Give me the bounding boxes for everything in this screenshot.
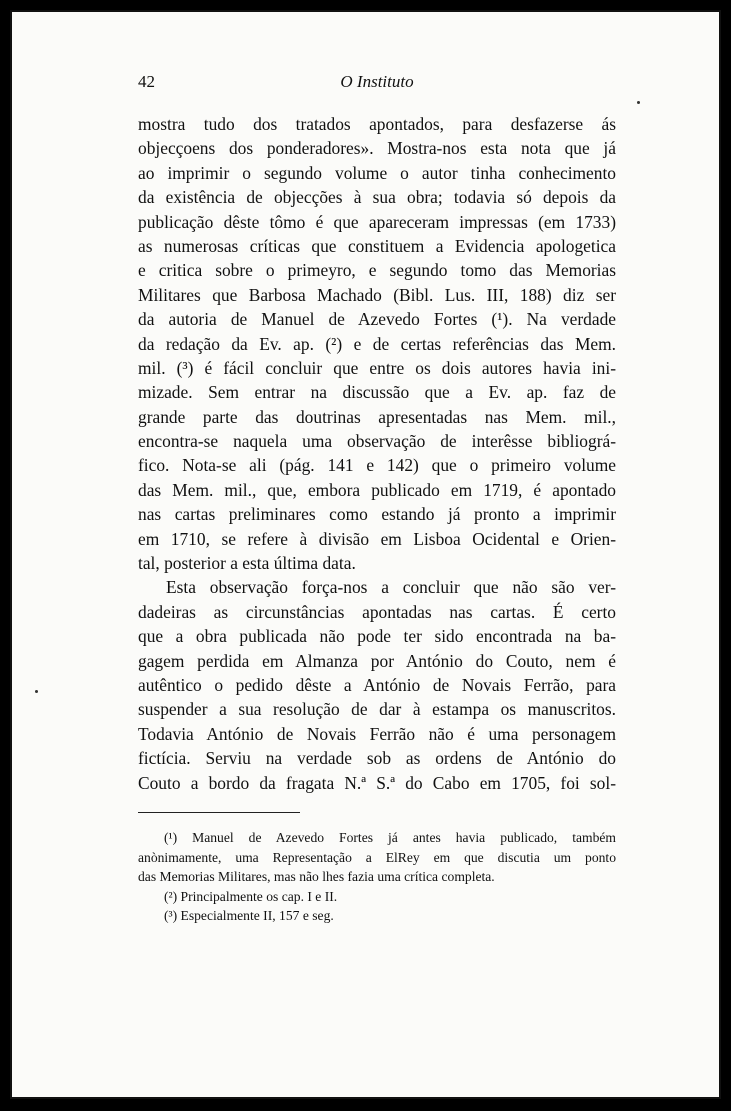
- footnote-line: (¹) Manuel de Azevedo Fortes já antes havia publicado, também: [164, 830, 616, 845]
- body-line: mostra tudo dos tratados apontados, para desfazerse ás: [138, 114, 616, 134]
- body-line: publicação dêste tômo é que apareceram impressas (em 1733): [138, 211, 616, 232]
- page-number: 42: [138, 72, 155, 91]
- body-line: grande parte das doutrinas apresentadas nas Mem. mil.,: [138, 406, 616, 427]
- body-line: objecçoens dos ponderadores». Mostra-nos esta nota que já: [138, 138, 616, 159]
- footnote-line: das Memorias Militares, mas não lhes fazia uma crítica completa.: [138, 869, 495, 885]
- body-line: em 1710, se refere à divisão em Lisboa Ocidental e Orien-: [138, 528, 616, 549]
- body-line: que a obra publicada não pode ter sido encontrada na ba-: [138, 626, 616, 647]
- body-line: Couto a bordo da fragata N.ª S.ª do Cabo em 1705, foi sol-: [138, 772, 616, 793]
- body-line: Todavia António de Novais Ferrão não é uma personagem: [138, 723, 616, 744]
- paper-speck: [637, 101, 640, 104]
- body-line: e critica sobre o primeyro, e segundo tomo das Memorias: [138, 260, 616, 281]
- footnote-rule: [138, 812, 300, 813]
- footnote-line: (²) Principalmente os cap. I e II.: [164, 888, 338, 904]
- body-line: da redação da Ev. ap. (²) e de certas referências das Mem.: [138, 333, 616, 354]
- body-line: mil. (³) é fácil concluir que entre os dois autores havia ini-: [138, 357, 616, 378]
- body-line: autêntico o pedido dêste a António de Novais Ferrão, para: [138, 674, 616, 695]
- body-line: Esta observação força-nos a concluir que não são ver-: [166, 577, 616, 598]
- body-line: as numerosas críticas que constituem a Evidencia apologetica: [138, 235, 616, 256]
- body-line: Militares que Barbosa Machado (Bibl. Lus. III, 188) diz ser: [138, 284, 616, 305]
- body-line: da existência de objecções à sua obra; todavia só depois da: [138, 187, 616, 208]
- body-line: ao imprimir o segundo volume o autor tinha conhecimento: [138, 162, 616, 183]
- body-line: tal, posterior a esta última data.: [138, 553, 356, 574]
- journal-title: O Instituto: [340, 72, 414, 91]
- body-line: da autoria de Manuel de Azevedo Fortes (¹). Na verdade: [138, 309, 616, 330]
- footnotes: [138, 828, 616, 926]
- body-line: gagem perdida em Almanza por António do Couto, nem é: [138, 650, 616, 671]
- body-line: fico. Nota-se ali (pág. 141 e 142) que o primeiro volume: [138, 455, 616, 476]
- footnote-line: anònimamente, uma Representação a ElRey em que discutia um ponto: [138, 849, 616, 865]
- body-line: suspender a sua resolução de dar à estampa os manuscritos.: [138, 699, 616, 720]
- body-line: mizade. Sem entrar na discussão que a Ev. ap. faz de: [138, 382, 616, 403]
- body-line: nas cartas preliminares como estando já pronto a imprimir: [138, 504, 616, 525]
- body-line: dadeiras as circunstâncias apontadas nas cartas. É certo: [138, 601, 616, 622]
- body-line: encontra-se naquela uma observação de interêsse bibliográ-: [138, 431, 616, 452]
- running-head: [138, 72, 616, 96]
- paper-speck: [35, 690, 38, 693]
- body-line: fictícia. Serviu na verdade sob as ordens de António do: [138, 748, 616, 769]
- footnote-line: (³) Especialmente II, 157 e seg.: [164, 908, 334, 924]
- body-line: das Mem. mil., que, embora publicado em 1719, é apontado: [138, 479, 616, 500]
- body-text: [138, 112, 616, 795]
